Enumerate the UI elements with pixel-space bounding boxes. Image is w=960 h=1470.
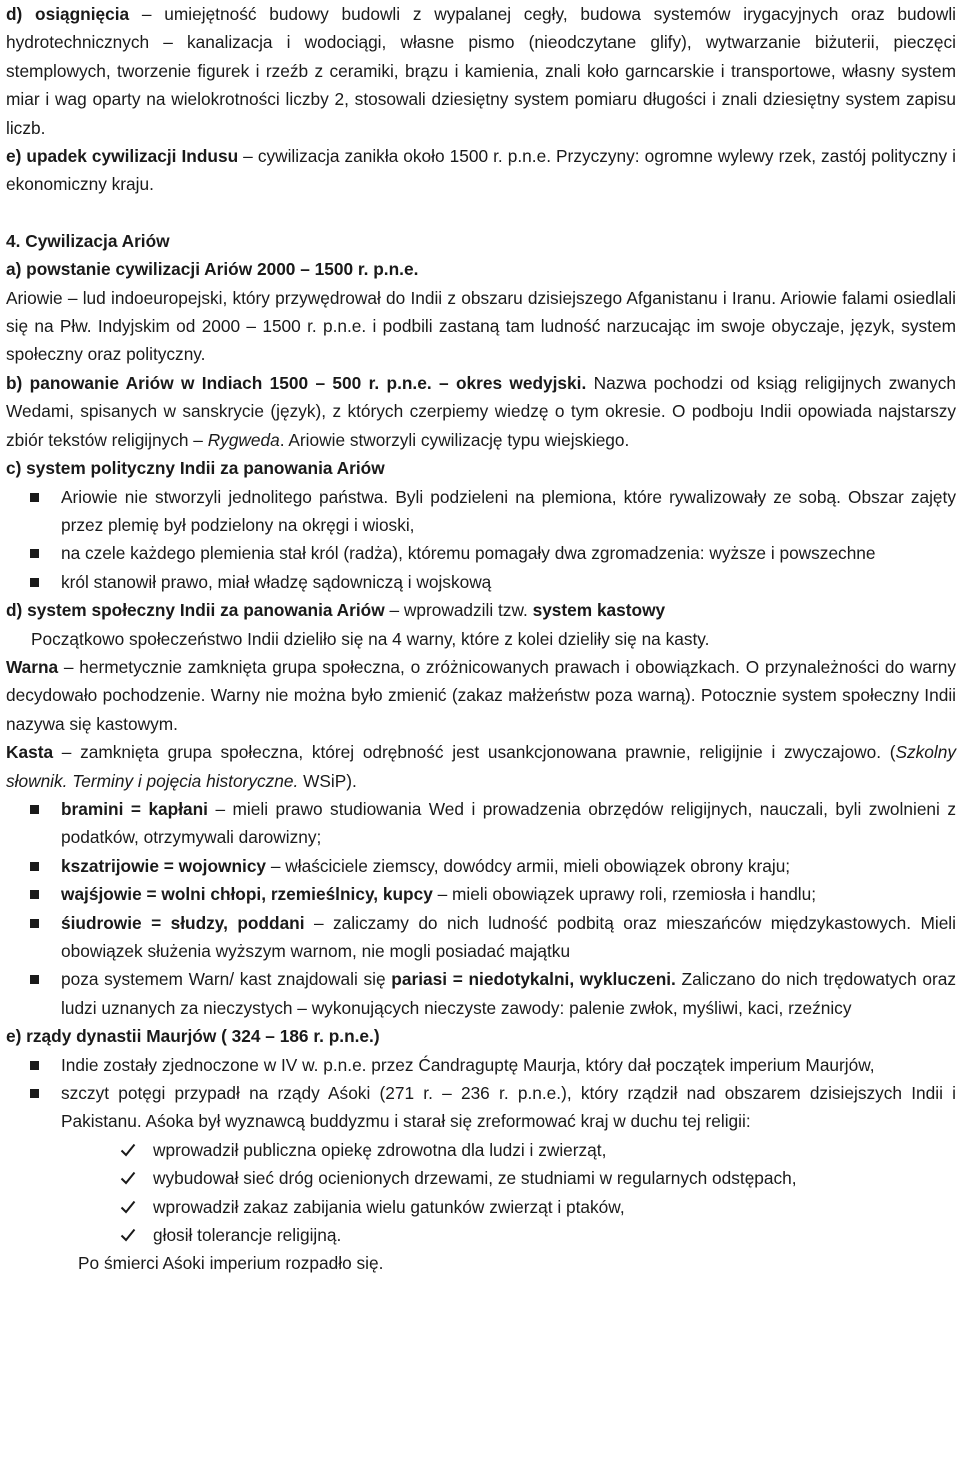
checklist-item bbox=[153, 1193, 956, 1221]
warna-term: Warna bbox=[6, 656, 59, 677]
maurya-list bbox=[6, 1051, 956, 1136]
aryans-rise-heading-text: a) powstanie cywilizacji Ariów 2000 – 1500 r. p.n.e. bbox=[6, 259, 419, 280]
section-4-title bbox=[6, 227, 956, 255]
aryans-rule-paragraph bbox=[6, 369, 956, 454]
aryans-rise-heading bbox=[6, 255, 956, 283]
pariah-desc: Zaliczano do nich trędowatych oraz ludzi uznanych za nieczystych – wykonujących nieczyste zawody: palenie zwłok, myśliwi, kaci, rzeźnicy bbox=[61, 969, 956, 1018]
varna-desc: – właściciele ziemscy, dowódcy armii, mieli obowiązek obrony kraju; bbox=[266, 855, 791, 876]
varna-intro: Początkowo społeczeństwo Indii dzieliło się na 4 warny, które z kolei dzieliły się na kasty. bbox=[31, 628, 710, 649]
caste-system-term: system kastowy bbox=[532, 600, 666, 621]
varna-list bbox=[6, 795, 956, 1022]
achievements-heading: d) osiągnięcia bbox=[6, 4, 130, 24]
list-item: na czele każdego plemienia stał król (radża), któremu pomagały dwa zgromadzenia: wyższe i powszechne bbox=[61, 539, 956, 567]
varna-desc: – mieli obowiązek uprawy roli, rzemiosła i handlu; bbox=[432, 884, 817, 905]
kasta-term: Kasta bbox=[6, 742, 54, 763]
checkmark-icon bbox=[120, 1142, 136, 1158]
aryans-rule-text: Nazwa pochodzi od ksiąg religijnych zwanych Wedami, spisanych w sanskrycie (język), z których czerpiemy wiedzę o tym okresie. O podboju Indii opowiada najstarszy zbiór tekstów religijnych – bbox=[6, 372, 956, 450]
maurya-heading-text: e) rządy dynastii Maurjów ( 324 – 186 r. p.n.e.) bbox=[6, 1026, 380, 1047]
checklist-item bbox=[153, 1221, 956, 1249]
indus-fall-heading: e) upadek cywilizacji Indusu bbox=[6, 146, 239, 167]
section-4-title-text: 4. Cywilizacja Ariów bbox=[6, 230, 170, 251]
list-item bbox=[61, 852, 956, 880]
closing-sentence: Po śmierci Aśoki imperium rozpadło się. bbox=[78, 1253, 384, 1274]
kasta-source: Szkolny słownik. Terminy i pojęcia historyczne. bbox=[6, 742, 956, 791]
social-system-heading-text: d) system społeczny Indii za panowania Ariów bbox=[6, 600, 385, 621]
checklist-text: wprowadził publiczna opiekę zdrowotna dla ludzi i zwierząt, bbox=[153, 1139, 607, 1160]
aryans-rule-heading: b) panowanie Ariów w Indiach 1500 – 500 r. p.n.e. – okres wedyjski. bbox=[6, 372, 587, 393]
checklist-text: głosił tolerancje religijną. bbox=[153, 1225, 342, 1246]
checkmark-icon bbox=[120, 1170, 136, 1186]
political-system-heading-text: c) system polityczny Indii za panowania Ariów bbox=[6, 458, 385, 479]
indus-fall-paragraph bbox=[6, 142, 956, 199]
list-item: król stanowił prawo, miał władzę sądowniczą i wojskową bbox=[61, 568, 956, 596]
political-system-list bbox=[6, 483, 956, 597]
list-item: Ariowie nie stworzyli jednolitego państwa. Byli podzieleni na plemiona, które rywalizowały ze sobą. Obszar zajęty przez plemię był podzielony na okręgi i wioski, bbox=[61, 483, 956, 540]
maurya-heading bbox=[6, 1022, 956, 1050]
spacer bbox=[6, 199, 956, 227]
checkmark-icon bbox=[120, 1199, 136, 1215]
checklist-item bbox=[153, 1164, 956, 1192]
rigveda-title: Rygweda bbox=[207, 429, 280, 450]
checklist-text: wprowadził zakaz zabijania wielu gatunków zwierząt i ptaków, bbox=[153, 1196, 625, 1217]
list-item bbox=[61, 795, 956, 852]
aryans-rule-text-end: . Ariowie stworzyli cywilizację typu wiejskiego. bbox=[279, 429, 630, 450]
indus-fall-text: – cywilizacja zanikła około 1500 r. p.n.e. Przyczyny: ogromne wylewy rzek, zastój polityczny i ekonomiczny kraju. bbox=[6, 146, 956, 195]
warna-definition bbox=[6, 653, 956, 738]
achievements-paragraph bbox=[6, 0, 956, 142]
social-system-mid: – wprowadzili tzw. bbox=[384, 600, 533, 621]
varna-name: kszatrijowie = wojownicy bbox=[61, 855, 267, 876]
varna-name: bramini = kapłani bbox=[61, 798, 208, 819]
list-item: Indie zostały zjednoczone w IV w. p.n.e. przez Ćandraguptę Maurja, który dał początek imperium Maurjów, bbox=[61, 1051, 956, 1079]
list-item bbox=[61, 909, 956, 966]
kasta-end: WSiP). bbox=[298, 770, 357, 791]
varna-name: wajśjowie = wolni chłopi, rzemieślnicy, kupcy bbox=[61, 884, 433, 905]
achievements-text: – umiejętność budowy budowli z wypalanej cegły, budowa systemów irygacyjnych oraz budowli hydrotechnicznych – kanalizacja i wodociągi, własne pismo (nieodczytane glify), wytwarzanie biżuterii, pieczęci stemplowych, tworzenie figurek i rzeźb z ceramiki, brązu i kamienia, znali koło garncarskie i transportowe, własny system miar i wag oparty na wielokrotności liczby 2, stosowali dziesiętny system pomiaru długości i znali dziesiętny system zapisu liczb. bbox=[6, 4, 956, 138]
warna-text: – hermetycznie zamknięta grupa społeczna, o zróżnicowanych prawach i obowiązkach. O przynależności do warny decydowało pochodzenie. Warny nie można było zmienić (zakaz małżeństw poza warną). Potocznie system społeczny Indii nazywa się kastowym. bbox=[6, 656, 956, 734]
pariah-intro: poza systemem Warn/ kast znajdowali się bbox=[61, 969, 392, 990]
political-system-heading bbox=[6, 454, 956, 482]
kasta-definition bbox=[6, 738, 956, 795]
pariah-term: pariasi = niedotykalni, wykluczeni. bbox=[391, 969, 676, 990]
checklist-text: wybudował sieć dróg ocienionych drzewami, ze studniami w regularnych odstępach, bbox=[153, 1168, 797, 1189]
list-item: szczyt potęgi przypadł na rządy Aśoki (271 r. – 236 r. p.n.e.), który rządził nad obszarem dzisiejszych Indii i Pakistanu. Aśoka był wyznawcą buddyzmu i starał się zreformować kraj w duchu tej religii: bbox=[61, 1079, 956, 1136]
list-item bbox=[61, 965, 956, 1022]
checklist-item bbox=[153, 1136, 956, 1164]
aryans-rise-text: Ariowie – lud indoeuropejski, który przywędrował do Indii z obszaru dzisiejszego Afganistanu i Iranu. Ariowie falami osiedlali się na Płw. Indyjskim od 2000 – 1500 r. p.n.e. i podbili zastaną tam ludność narzucając im swoje obyczaje, język, system społeczny oraz polityczny. bbox=[6, 287, 956, 365]
varna-name: śiudrowie = słudzy, poddani bbox=[61, 912, 305, 933]
checkmark-icon bbox=[120, 1227, 136, 1243]
social-system-heading bbox=[6, 596, 956, 624]
varna-desc: – mieli prawo studiowania Wed i prowadzenia obrzędów religijnych, nauczali, byli zwolnieni z podatków, otrzymywali darowizny; bbox=[61, 798, 956, 848]
ashoka-reforms-list bbox=[6, 1136, 956, 1250]
varna-desc: – zaliczamy do nich ludność podbitą oraz mieszańców międzykastowych. Mieli obowiązek służenia wyższym warnom, nie mogli posiadać majątku bbox=[61, 912, 956, 961]
list-item bbox=[61, 880, 956, 908]
kasta-text: – zamknięta grupa społeczna, której odrębność jest usankcjonowana prawnie, religijnie i zwyczajowo. ( bbox=[53, 742, 896, 763]
